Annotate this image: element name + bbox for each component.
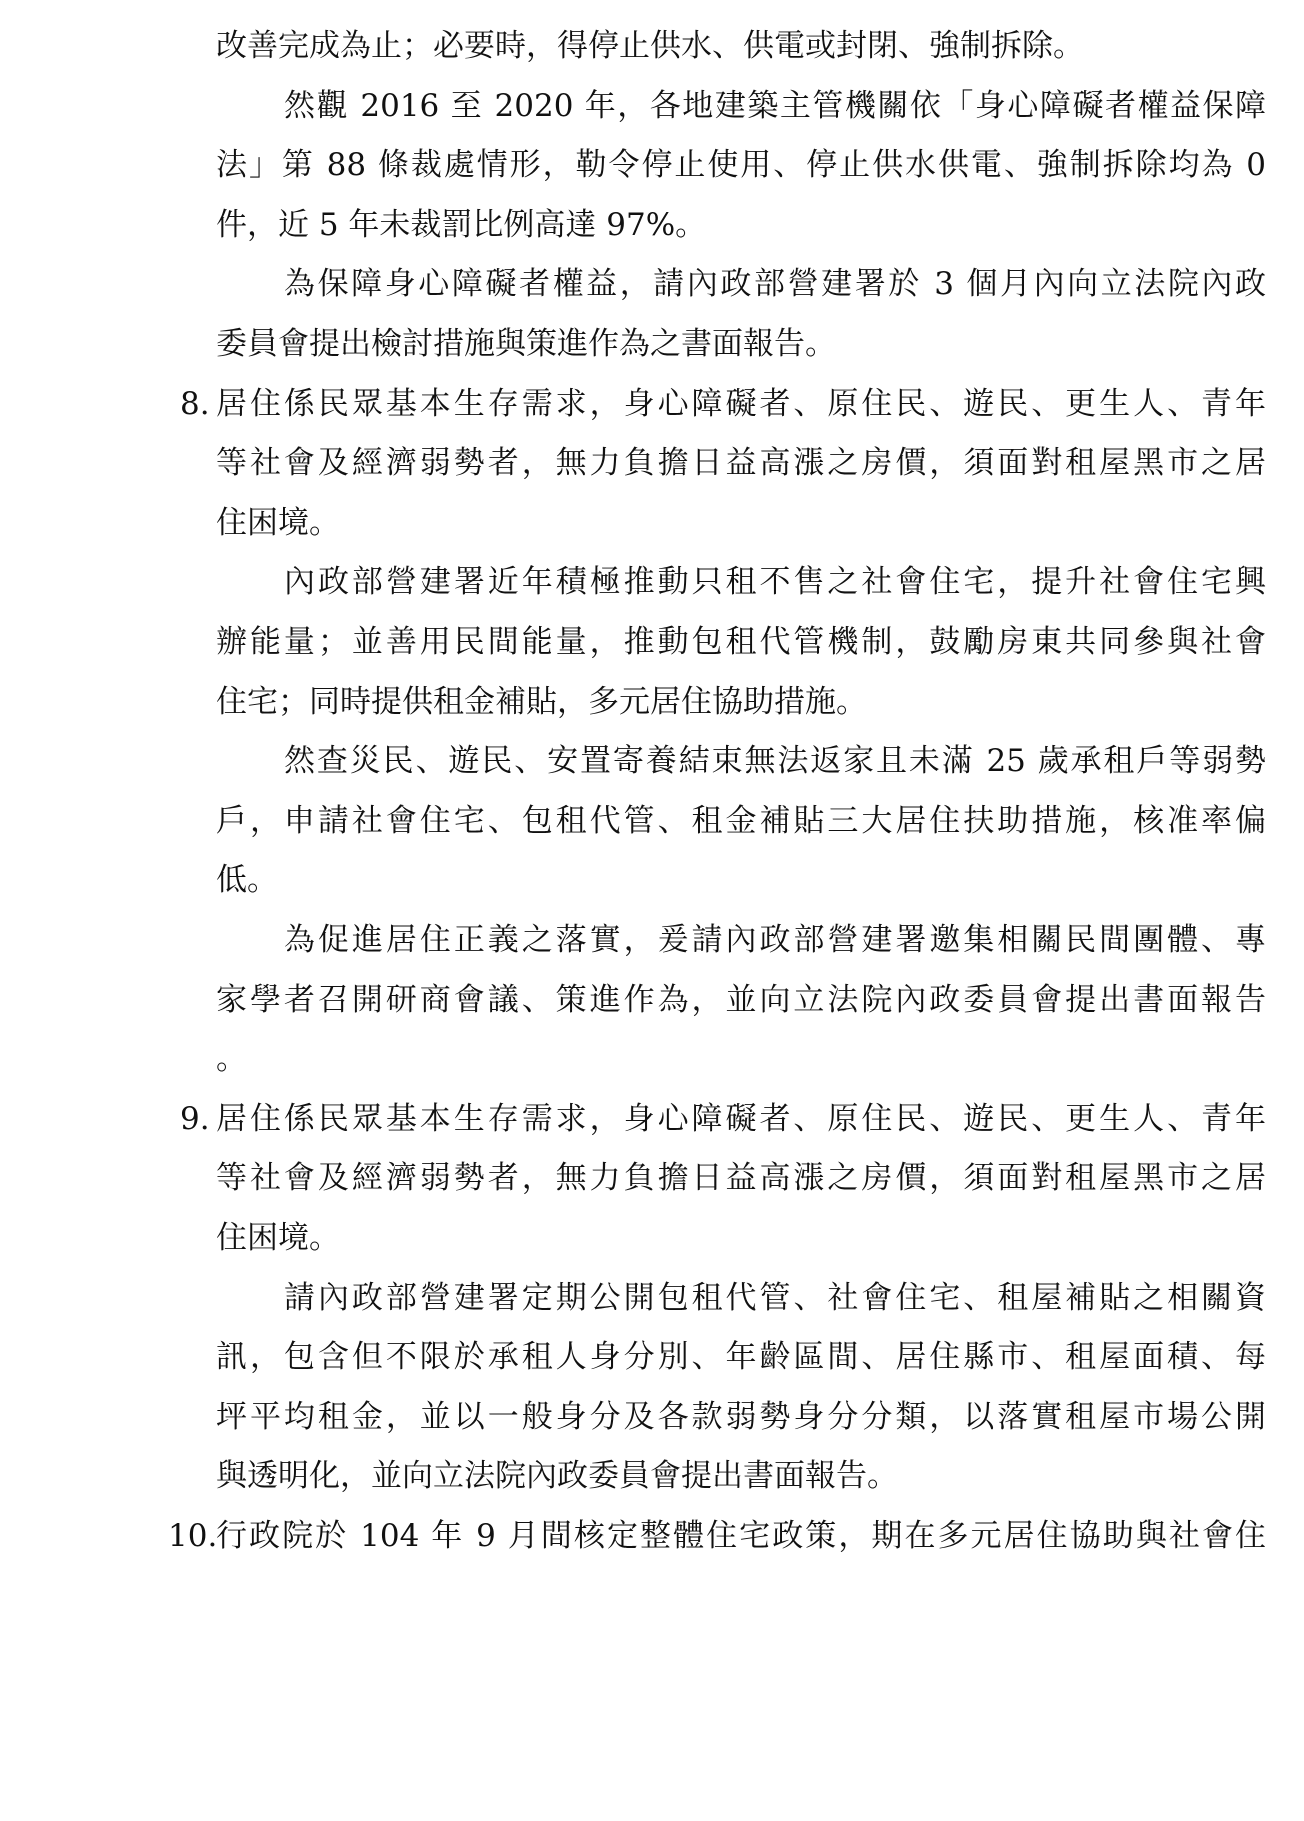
text-line: 辦能量；並善用民間能量，推動包租代管機制，鼓勵房東共同參與社會 bbox=[216, 624, 1266, 660]
text-line: 請內政部營建署定期公開包租代管、社會住宅、租屋補貼之相關資 bbox=[284, 1280, 1266, 1316]
text-line: 家學者召開研商會議、策進作為，並向立法院內政委員會提出書面報告 bbox=[216, 982, 1266, 1018]
text-line: 住困境。 bbox=[216, 1220, 340, 1256]
text-line: 居住係民眾基本生存需求，身心障礙者、原住民、遊民、更生人、青年 bbox=[216, 1101, 1266, 1137]
text-line: 等社會及經濟弱勢者，無力負擔日益高漲之房價，須面對租屋黑市之居 bbox=[216, 445, 1266, 481]
text-line: 戶，申請社會住宅、包租代管、租金補貼三大居住扶助措施，核准率偏 bbox=[216, 803, 1266, 839]
list-item-number: 10. bbox=[168, 1518, 218, 1554]
text-line: 改善完成為止；必要時，得停止供水、供電或封閉、強制拆除。 bbox=[216, 28, 1084, 64]
text-line: 住困境。 bbox=[216, 505, 340, 541]
list-item-number: 8. bbox=[180, 386, 210, 422]
text-line: 為促進居住正義之落實，爰請內政部營建署邀集相關民間團體、專 bbox=[284, 922, 1266, 958]
text-line: 。 bbox=[216, 1041, 247, 1077]
text-line: 行政院於 104 年 9 月間核定整體住宅政策，期在多元居住協助與社會住 bbox=[216, 1518, 1266, 1554]
text-line: 然查災民、遊民、安置寄養結束無法返家且未滿 25 歲承租戶等弱勢 bbox=[284, 743, 1266, 779]
text-line: 等社會及經濟弱勢者，無力負擔日益高漲之房價，須面對租屋黑市之居 bbox=[216, 1160, 1266, 1196]
text-line: 件，近 5 年未裁罰比例高達 97%。 bbox=[216, 207, 707, 243]
list-item-number: 9. bbox=[180, 1101, 210, 1137]
text-line: 訊，包含但不限於承租人身分別、年齡區間、居住縣市、租屋面積、每 bbox=[216, 1339, 1266, 1375]
text-line: 內政部營建署近年積極推動只租不售之社會住宅，提升社會住宅興 bbox=[284, 564, 1266, 600]
text-line: 低。 bbox=[216, 862, 278, 898]
text-line: 住宅；同時提供租金補貼，多元居住協助措施。 bbox=[216, 684, 867, 720]
text-line: 為保障身心障礙者權益，請內政部營建署於 3 個月內向立法院內政 bbox=[284, 266, 1266, 302]
text-line: 然觀 2016 至 2020 年，各地建築主管機關依「身心障礙者權益保障 bbox=[284, 88, 1266, 124]
text-line: 居住係民眾基本生存需求，身心障礙者、原住民、遊民、更生人、青年 bbox=[216, 386, 1266, 422]
text-line: 與透明化，並向立法院內政委員會提出書面報告。 bbox=[216, 1458, 898, 1494]
text-line: 坪平均租金，並以一般身分及各款弱勢身分分類，以落實租屋市場公開 bbox=[216, 1399, 1266, 1435]
text-line: 法」第 88 條裁處情形，勒令停止使用、停止供水供電、強制拆除均為 0 bbox=[216, 147, 1266, 183]
text-line: 委員會提出檢討措施與策進作為之書面報告。 bbox=[216, 326, 836, 362]
